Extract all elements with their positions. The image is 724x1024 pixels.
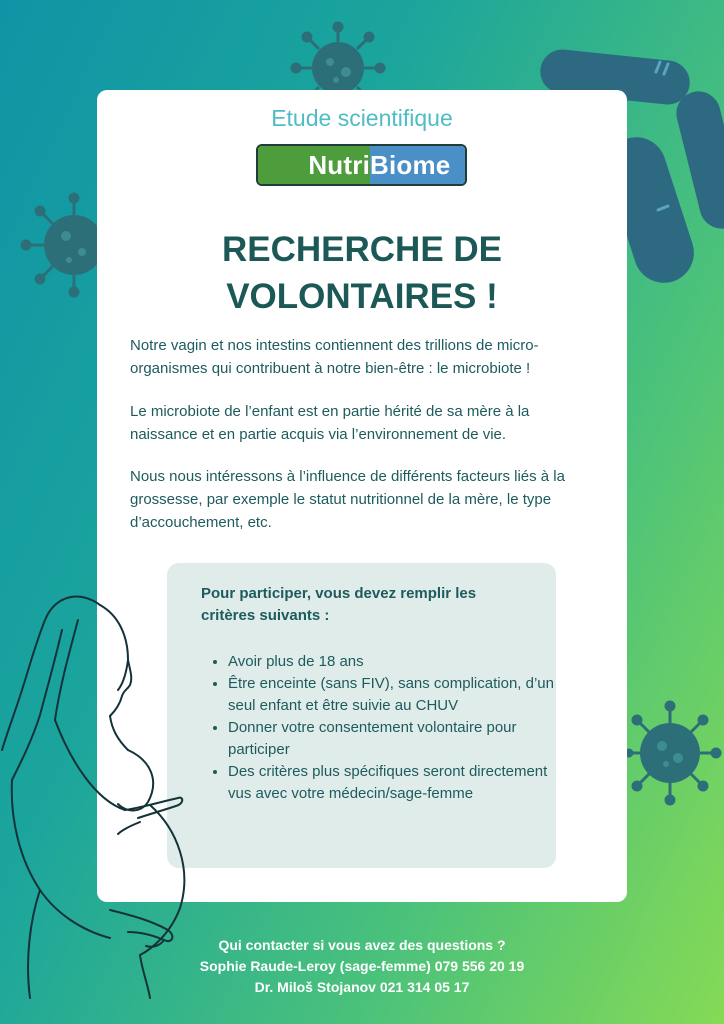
page-title: [97, 226, 627, 320]
logo-text-nutri: Nutri: [308, 149, 370, 180]
virus-icon: [288, 20, 388, 100]
criteria-list: [201, 651, 558, 805]
title-line-1: RECHERCHE DE: [221, 230, 503, 269]
logo-text-biome: Biome: [370, 149, 451, 180]
criteria-item: • Être enceinte (sans FIV), sans complication, d’un seul enfant et être suivie au CHUV: [228, 673, 558, 717]
contact-doctor: Dr. Miloš Stojanov 021 314 05 17: [254, 979, 470, 995]
criteria-title: Pour participer, vous devez remplir les critères suivants :: [201, 585, 477, 624]
virus-icon: [626, 698, 724, 808]
contact-heading: Qui contacter si vous avez des questions ?: [218, 937, 506, 953]
criteria-item: • Des critères plus spécifiques seront directement vus avec votre médecin/sage-femme: [228, 761, 558, 805]
criteria-box: [167, 563, 556, 868]
title-line-2: VOLONTAIRES !: [226, 277, 498, 316]
intro-paragraph-heritage: Le microbiote de l’enfant est en partie hérité de sa mère à la naissance et en partie acquis via l’environnement de vie.: [130, 403, 530, 443]
criteria-item: • Donner votre consentement volontaire pour participer: [228, 717, 558, 761]
nutribiome-logo: [256, 144, 467, 186]
virus-icon: [14, 190, 104, 300]
criteria-item: • Avoir plus de 18 ans: [228, 651, 558, 673]
intro-paragraph-microbiote: Notre vagin et nos intestins contiennent des trillions de micro-organismes qui contribuent à notre bien-être : le microbiote !: [130, 337, 539, 377]
intro-paragraph-factors: Nous nous intéressons à l’influence de différents facteurs liés à la grossesse, par exemple le statut nutritionnel de la mère, le type d’accouchement, etc.: [130, 468, 565, 531]
contact-midwife: Sophie Raude-Leroy (sage-femme) 079 556 20 19: [199, 958, 525, 974]
contact-section: [0, 935, 724, 998]
study-subtitle: Etude scientifique: [271, 105, 453, 131]
